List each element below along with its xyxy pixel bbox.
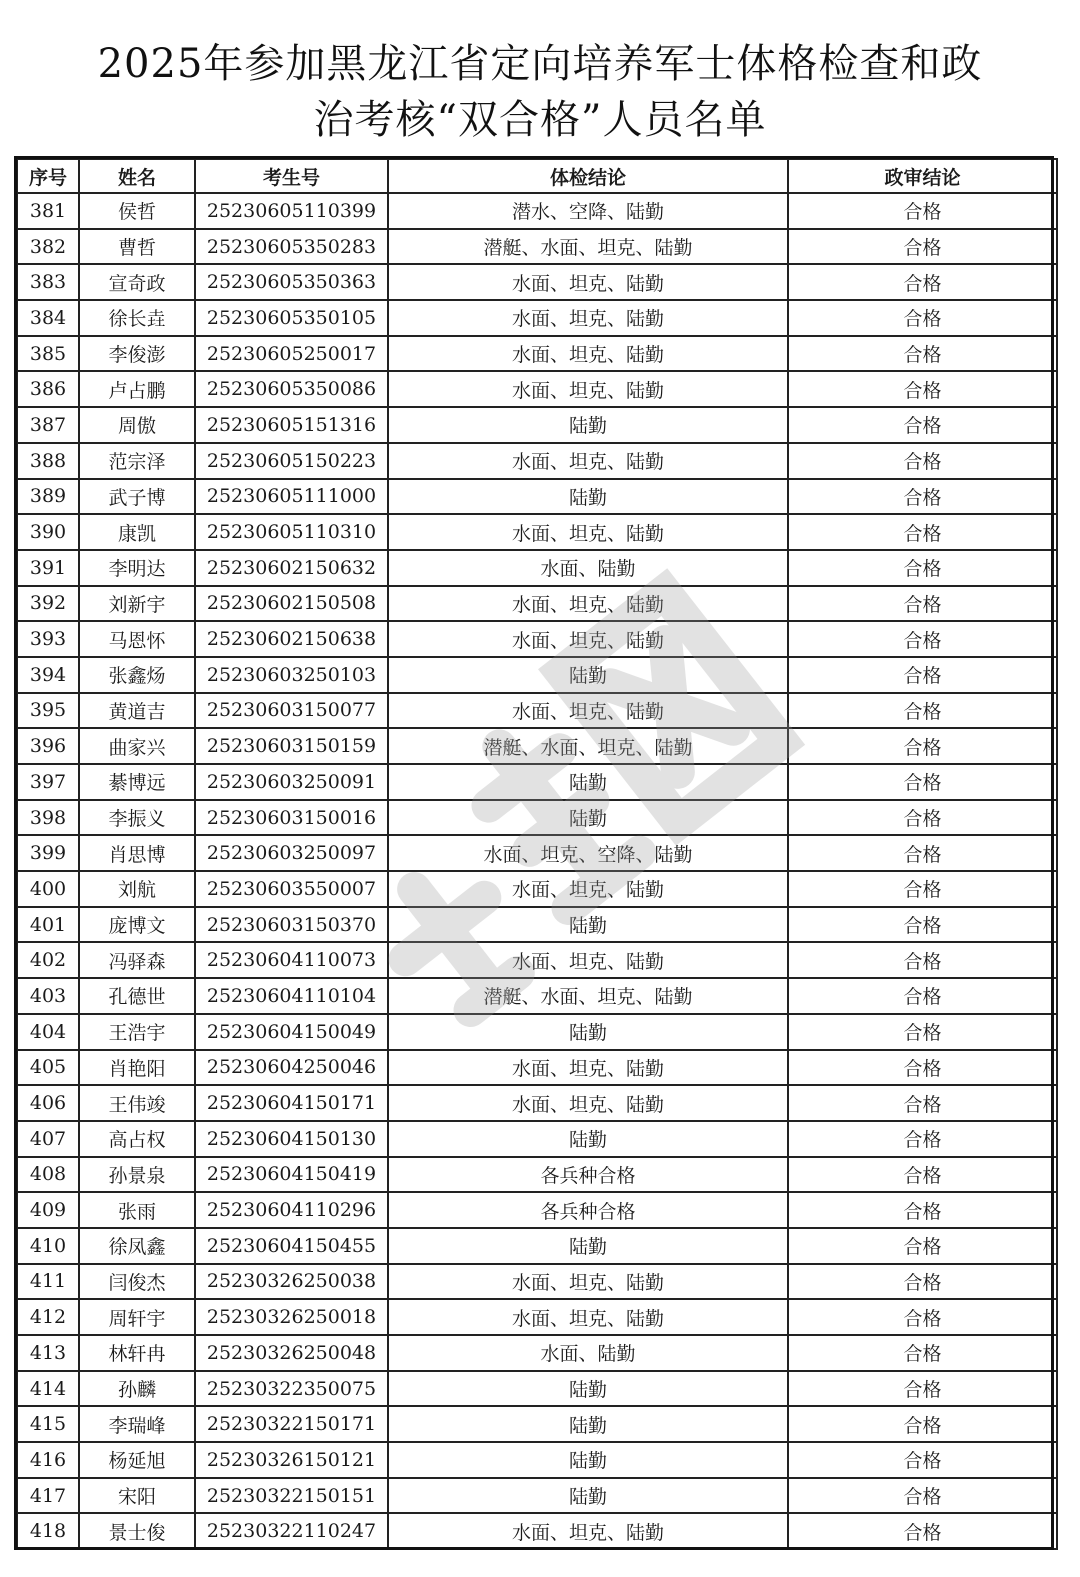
row-name: 周轩宇 <box>79 1299 195 1335</box>
row-name: 宋阳 <box>79 1478 195 1514</box>
row-political-result: 合格 <box>788 1192 1057 1228</box>
row-name: 刘航 <box>79 871 195 907</box>
table-row <box>17 764 1057 800</box>
row-index: 403 <box>17 978 79 1014</box>
row-name: 高占权 <box>79 1121 195 1157</box>
table-row <box>17 1335 1057 1371</box>
row-name: 王浩宇 <box>79 1014 195 1050</box>
row-index: 383 <box>17 264 79 300</box>
row-exam-id: 25230602150632 <box>195 550 388 586</box>
row-name: 林轩冉 <box>79 1335 195 1371</box>
row-index: 381 <box>17 193 79 229</box>
header-index: 序号 <box>17 159 79 193</box>
row-index: 397 <box>17 764 79 800</box>
row-index: 417 <box>17 1478 79 1514</box>
table-row <box>17 514 1057 550</box>
row-name: 肖思博 <box>79 835 195 871</box>
row-index: 400 <box>17 871 79 907</box>
row-index: 418 <box>17 1513 79 1549</box>
row-name: 王伟竣 <box>79 1085 195 1121</box>
table-row <box>17 229 1057 265</box>
row-index: 413 <box>17 1335 79 1371</box>
row-name: 庞博文 <box>79 907 195 943</box>
row-political-result: 合格 <box>788 514 1057 550</box>
table-row <box>17 193 1057 229</box>
table-row <box>17 621 1057 657</box>
table-row <box>17 835 1057 871</box>
row-physical-result: 潜艇、水面、坦克、陆勤 <box>388 978 788 1014</box>
table-row <box>17 300 1057 336</box>
row-exam-id: 25230603250103 <box>195 657 388 693</box>
row-name: 冯驿森 <box>79 942 195 978</box>
row-index: 388 <box>17 443 79 479</box>
row-exam-id: 25230322150171 <box>195 1406 388 1442</box>
row-name: 张雨 <box>79 1192 195 1228</box>
row-physical-result: 水面、坦克、陆勤 <box>388 1513 788 1549</box>
table-row <box>17 1513 1057 1549</box>
row-exam-id: 25230326250048 <box>195 1335 388 1371</box>
row-physical-result: 水面、坦克、陆勤 <box>388 336 788 372</box>
row-political-result: 合格 <box>788 835 1057 871</box>
row-name: 徐凤鑫 <box>79 1228 195 1264</box>
row-political-result: 合格 <box>788 871 1057 907</box>
table-row <box>17 1014 1057 1050</box>
row-exam-id: 25230604150130 <box>195 1121 388 1157</box>
row-political-result: 合格 <box>788 1371 1057 1407</box>
row-name: 孙景泉 <box>79 1157 195 1193</box>
table-row <box>17 1050 1057 1086</box>
row-exam-id: 25230605350086 <box>195 371 388 407</box>
row-name: 张鑫炀 <box>79 657 195 693</box>
table-row <box>17 1192 1057 1228</box>
row-name: 曹哲 <box>79 229 195 265</box>
row-physical-result: 陆勤 <box>388 1228 788 1264</box>
row-exam-id: 25230605111000 <box>195 479 388 515</box>
row-physical-result: 各兵种合格 <box>388 1192 788 1228</box>
table-row <box>17 371 1057 407</box>
row-political-result: 合格 <box>788 336 1057 372</box>
table-row <box>17 942 1057 978</box>
row-index: 405 <box>17 1050 79 1086</box>
table-row <box>17 264 1057 300</box>
row-index: 398 <box>17 800 79 836</box>
row-physical-result: 水面、坦克、陆勤 <box>388 443 788 479</box>
row-physical-result: 水面、坦克、陆勤 <box>388 371 788 407</box>
row-political-result: 合格 <box>788 407 1057 443</box>
row-physical-result: 各兵种合格 <box>388 1157 788 1193</box>
header-name: 姓名 <box>79 159 195 193</box>
row-exam-id: 25230603150159 <box>195 728 388 764</box>
row-exam-id: 25230603150077 <box>195 693 388 729</box>
row-physical-result: 水面、坦克、陆勤 <box>388 586 788 622</box>
row-name: 范宗泽 <box>79 443 195 479</box>
row-physical-result: 陆勤 <box>388 1014 788 1050</box>
row-physical-result: 陆勤 <box>388 1442 788 1478</box>
row-exam-id: 25230603250091 <box>195 764 388 800</box>
row-physical-result: 水面、坦克、陆勤 <box>388 693 788 729</box>
row-physical-result: 陆勤 <box>388 1121 788 1157</box>
row-political-result: 合格 <box>788 728 1057 764</box>
row-name: 綦博远 <box>79 764 195 800</box>
row-physical-result: 水面、坦克、陆勤 <box>388 1264 788 1300</box>
row-index: 415 <box>17 1406 79 1442</box>
row-index: 409 <box>17 1192 79 1228</box>
row-name: 康凯 <box>79 514 195 550</box>
row-political-result: 合格 <box>788 264 1057 300</box>
row-political-result: 合格 <box>788 479 1057 515</box>
table-row <box>17 657 1057 693</box>
table-row <box>17 1121 1057 1157</box>
row-exam-id: 25230602150508 <box>195 586 388 622</box>
row-index: 392 <box>17 586 79 622</box>
table-body <box>17 193 1057 1549</box>
row-physical-result: 水面、坦克、陆勤 <box>388 264 788 300</box>
row-exam-id: 25230322150151 <box>195 1478 388 1514</box>
row-political-result: 合格 <box>788 978 1057 1014</box>
row-political-result: 合格 <box>788 907 1057 943</box>
row-physical-result: 水面、坦克、陆勤 <box>388 942 788 978</box>
row-physical-result: 陆勤 <box>388 907 788 943</box>
row-physical-result: 水面、坦克、空降、陆勤 <box>388 835 788 871</box>
row-exam-id: 25230603150370 <box>195 907 388 943</box>
row-name: 徐长垚 <box>79 300 195 336</box>
row-index: 386 <box>17 371 79 407</box>
row-index: 393 <box>17 621 79 657</box>
row-name: 杨延旭 <box>79 1442 195 1478</box>
row-exam-id: 25230604110104 <box>195 978 388 1014</box>
row-political-result: 合格 <box>788 443 1057 479</box>
row-exam-id: 25230322110247 <box>195 1513 388 1549</box>
row-name: 孔德世 <box>79 978 195 1014</box>
row-name: 李瑞峰 <box>79 1406 195 1442</box>
row-exam-id: 25230604110296 <box>195 1192 388 1228</box>
row-exam-id: 25230326150121 <box>195 1442 388 1478</box>
row-exam-id: 25230605110310 <box>195 514 388 550</box>
row-name: 李俊澎 <box>79 336 195 372</box>
row-index: 411 <box>17 1264 79 1300</box>
row-exam-id: 25230604150049 <box>195 1014 388 1050</box>
row-physical-result: 潜艇、水面、坦克、陆勤 <box>388 728 788 764</box>
row-physical-result: 潜艇、水面、坦克、陆勤 <box>388 229 788 265</box>
row-index: 407 <box>17 1121 79 1157</box>
row-exam-id: 25230604150455 <box>195 1228 388 1264</box>
table-row <box>17 443 1057 479</box>
table-row <box>17 1228 1057 1264</box>
table-row <box>17 407 1057 443</box>
row-index: 414 <box>17 1371 79 1407</box>
row-physical-result: 陆勤 <box>388 1478 788 1514</box>
row-political-result: 合格 <box>788 1014 1057 1050</box>
row-index: 416 <box>17 1442 79 1478</box>
row-index: 406 <box>17 1085 79 1121</box>
row-political-result: 合格 <box>788 1478 1057 1514</box>
row-political-result: 合格 <box>788 693 1057 729</box>
table-row <box>17 1371 1057 1407</box>
row-exam-id: 25230604150419 <box>195 1157 388 1193</box>
row-physical-result: 陆勤 <box>388 764 788 800</box>
row-index: 385 <box>17 336 79 372</box>
table-header-row <box>17 159 1057 193</box>
row-name: 肖艳阳 <box>79 1050 195 1086</box>
row-index: 395 <box>17 693 79 729</box>
row-exam-id: 25230605350283 <box>195 229 388 265</box>
row-exam-id: 25230603550007 <box>195 871 388 907</box>
row-name: 宣奇政 <box>79 264 195 300</box>
table-row <box>17 1442 1057 1478</box>
row-political-result: 合格 <box>788 193 1057 229</box>
table-row <box>17 1299 1057 1335</box>
row-political-result: 合格 <box>788 1335 1057 1371</box>
table-row <box>17 1406 1057 1442</box>
table-row <box>17 586 1057 622</box>
title-line-1: 2025年参加黑龙江省定向培养军士体格检查和政 <box>97 41 983 87</box>
row-exam-id: 25230604150171 <box>195 1085 388 1121</box>
row-exam-id: 25230605350105 <box>195 300 388 336</box>
row-physical-result: 水面、坦克、陆勤 <box>388 300 788 336</box>
row-physical-result: 水面、陆勤 <box>388 1335 788 1371</box>
row-political-result: 合格 <box>788 1121 1057 1157</box>
row-political-result: 合格 <box>788 1085 1057 1121</box>
row-name: 周傲 <box>79 407 195 443</box>
row-political-result: 合格 <box>788 229 1057 265</box>
table-row <box>17 1264 1057 1300</box>
table-row <box>17 336 1057 372</box>
row-political-result: 合格 <box>788 1406 1057 1442</box>
row-index: 390 <box>17 514 79 550</box>
row-index: 412 <box>17 1299 79 1335</box>
row-political-result: 合格 <box>788 1157 1057 1193</box>
row-name: 景士俊 <box>79 1513 195 1549</box>
row-name: 李振义 <box>79 800 195 836</box>
row-physical-result: 陆勤 <box>388 479 788 515</box>
table-row <box>17 693 1057 729</box>
title-line-2: 治考核“双合格”人员名单 <box>313 97 767 143</box>
header-exam-id: 考生号 <box>195 159 388 193</box>
row-physical-result: 水面、坦克、陆勤 <box>388 1085 788 1121</box>
table-row <box>17 1478 1057 1514</box>
row-name: 卢占鹏 <box>79 371 195 407</box>
row-political-result: 合格 <box>788 800 1057 836</box>
row-physical-result: 水面、坦克、陆勤 <box>388 1299 788 1335</box>
row-political-result: 合格 <box>788 586 1057 622</box>
row-name: 曲家兴 <box>79 728 195 764</box>
row-name: 武子博 <box>79 479 195 515</box>
table-row <box>17 800 1057 836</box>
row-political-result: 合格 <box>788 764 1057 800</box>
row-exam-id: 25230605350363 <box>195 264 388 300</box>
row-physical-result: 水面、坦克、陆勤 <box>388 621 788 657</box>
row-index: 384 <box>17 300 79 336</box>
row-political-result: 合格 <box>788 657 1057 693</box>
row-physical-result: 水面、陆勤 <box>388 550 788 586</box>
row-physical-result: 水面、坦克、陆勤 <box>388 1050 788 1086</box>
row-political-result: 合格 <box>788 1050 1057 1086</box>
row-index: 389 <box>17 479 79 515</box>
row-exam-id: 25230604110073 <box>195 942 388 978</box>
table-row <box>17 479 1057 515</box>
header-political-result: 政审结论 <box>788 159 1057 193</box>
row-exam-id: 25230604250046 <box>195 1050 388 1086</box>
row-political-result: 合格 <box>788 1264 1057 1300</box>
row-exam-id: 25230326250038 <box>195 1264 388 1300</box>
row-physical-result: 陆勤 <box>388 1406 788 1442</box>
row-exam-id: 25230605151316 <box>195 407 388 443</box>
row-physical-result: 水面、坦克、陆勤 <box>388 871 788 907</box>
row-index: 394 <box>17 657 79 693</box>
row-index: 396 <box>17 728 79 764</box>
table-row <box>17 1157 1057 1193</box>
row-exam-id: 25230322350075 <box>195 1371 388 1407</box>
row-political-result: 合格 <box>788 300 1057 336</box>
row-physical-result: 陆勤 <box>388 407 788 443</box>
table-row <box>17 728 1057 764</box>
row-exam-id: 25230605250017 <box>195 336 388 372</box>
row-physical-result: 水面、坦克、陆勤 <box>388 514 788 550</box>
row-index: 387 <box>17 407 79 443</box>
row-physical-result: 陆勤 <box>388 657 788 693</box>
row-index: 402 <box>17 942 79 978</box>
row-name: 孙麟 <box>79 1371 195 1407</box>
table-row <box>17 978 1057 1014</box>
row-exam-id: 25230603150016 <box>195 800 388 836</box>
header-physical-result: 体检结论 <box>388 159 788 193</box>
row-political-result: 合格 <box>788 1228 1057 1264</box>
roster-table <box>16 158 1058 1550</box>
table-row <box>17 550 1057 586</box>
row-name: 刘新宇 <box>79 586 195 622</box>
row-index: 399 <box>17 835 79 871</box>
row-exam-id: 25230326250018 <box>195 1299 388 1335</box>
document-title <box>0 36 1080 148</box>
row-name: 闫俊杰 <box>79 1264 195 1300</box>
table-row <box>17 907 1057 943</box>
row-political-result: 合格 <box>788 1299 1057 1335</box>
row-index: 382 <box>17 229 79 265</box>
row-index: 401 <box>17 907 79 943</box>
row-exam-id: 25230605150223 <box>195 443 388 479</box>
row-name: 黄道吉 <box>79 693 195 729</box>
row-political-result: 合格 <box>788 942 1057 978</box>
row-political-result: 合格 <box>788 1513 1057 1549</box>
row-physical-result: 潜水、空降、陆勤 <box>388 193 788 229</box>
row-political-result: 合格 <box>788 1442 1057 1478</box>
row-name: 侯哲 <box>79 193 195 229</box>
row-index: 408 <box>17 1157 79 1193</box>
row-index: 391 <box>17 550 79 586</box>
row-political-result: 合格 <box>788 550 1057 586</box>
row-physical-result: 陆勤 <box>388 800 788 836</box>
row-political-result: 合格 <box>788 621 1057 657</box>
row-name: 李明达 <box>79 550 195 586</box>
row-exam-id: 25230605110399 <box>195 193 388 229</box>
row-index: 404 <box>17 1014 79 1050</box>
row-index: 410 <box>17 1228 79 1264</box>
row-exam-id: 25230603250097 <box>195 835 388 871</box>
table-row <box>17 871 1057 907</box>
row-name: 马恩怀 <box>79 621 195 657</box>
row-exam-id: 25230602150638 <box>195 621 388 657</box>
row-political-result: 合格 <box>788 371 1057 407</box>
row-physical-result: 陆勤 <box>388 1371 788 1407</box>
table-row <box>17 1085 1057 1121</box>
